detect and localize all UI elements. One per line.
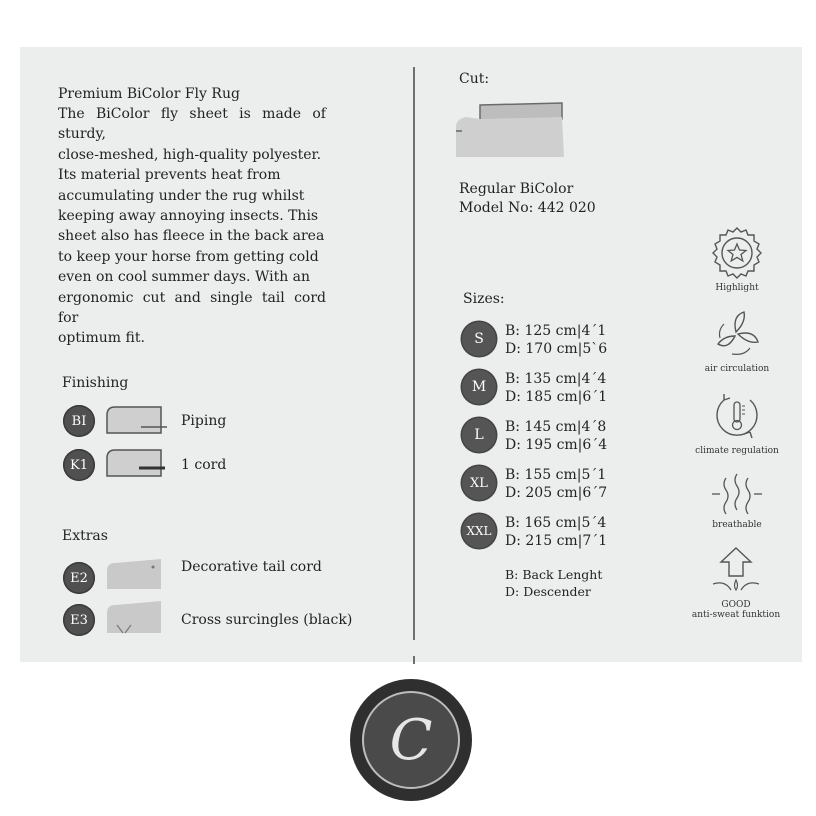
back-length-value: B: 135 cm|4´4: [505, 371, 607, 387]
back-length-value: B: 125 cm|4´1: [505, 323, 607, 339]
description-line: accumulating under the rug whilst: [58, 187, 305, 204]
model-name: Regular BiColor: [459, 181, 574, 197]
arrow-up-icon: [709, 546, 763, 596]
product-title: Premium BiColor Fly Rug: [58, 86, 240, 102]
size-badge: XL: [462, 466, 496, 500]
description-line: keeping away annoying insects. This: [58, 208, 319, 225]
feature-highlight: [692, 225, 782, 293]
column-divider: [413, 67, 415, 640]
size-measurements: [505, 322, 607, 358]
feature-label: air circulation: [704, 364, 770, 374]
feature-climate-regulation: [692, 390, 782, 456]
tail-cord-rug-icon: [103, 557, 165, 591]
feature-air-circulation: [692, 308, 782, 374]
logo-letter: C: [389, 707, 433, 773]
feature-label-secondary: anti-sweat funktion: [691, 610, 781, 620]
back-length-value: B: 145 cm|4´8: [505, 419, 607, 435]
description-line: sheet also has fleece in the back area: [58, 228, 325, 245]
feature-label: Highlight: [715, 283, 759, 293]
finishing-code-badge: K1: [63, 449, 95, 481]
descender-value: D: 170 cm|5`6: [505, 341, 608, 357]
descender-value: D: 215 cm|7´1: [505, 533, 608, 549]
wavy-lines-icon: [710, 472, 764, 516]
description-line: Its material prevents heat from: [58, 167, 281, 184]
star-badge-icon: [710, 225, 764, 279]
finishing-label: 1 cord: [181, 457, 227, 473]
extras-label: Decorative tail cord: [181, 559, 322, 575]
description-line: optimum fit.: [58, 330, 145, 347]
sizes-heading: Sizes:: [463, 291, 505, 307]
size-legend: [505, 566, 602, 600]
finishing-label: Piping: [181, 413, 227, 429]
piping-rug-icon: [103, 403, 169, 437]
description-line: close-meshed, high-quality polyester.: [58, 146, 322, 163]
legend-back-length: B: Back Lenght: [505, 567, 603, 582]
descender-value: D: 185 cm|6´1: [505, 389, 608, 405]
rug-cut-icon: [454, 97, 566, 159]
divider-tick: [413, 656, 415, 664]
product-description: [58, 104, 326, 349]
extras-code-badge: E2: [63, 562, 95, 594]
brand-logo: [354, 683, 468, 797]
size-measurements: [505, 418, 607, 454]
feature-label: breathable: [712, 520, 762, 530]
cut-heading: Cut:: [459, 71, 490, 87]
back-length-value: B: 155 cm|5´1: [505, 467, 607, 483]
extras-code-badge: E3: [63, 604, 95, 636]
description-line: to keep your horse from getting cold: [58, 248, 319, 265]
descender-value: D: 205 cm|6´7: [505, 485, 608, 501]
back-length-value: B: 165 cm|5´4: [505, 515, 607, 531]
size-badge: M: [462, 370, 496, 404]
size-measurements: [505, 466, 607, 502]
thermometer-icon: [710, 390, 764, 442]
legend-descender: D: Descender: [505, 584, 591, 599]
description-line: even on cool summer days. With an: [58, 269, 311, 286]
size-badge: S: [462, 322, 496, 356]
descender-value: D: 195 cm|6´4: [505, 437, 608, 453]
finishing-code-badge: BI: [63, 405, 95, 437]
extras-heading: Extras: [62, 528, 108, 544]
description-line: ergonomic cut and single tail cord for: [58, 289, 326, 327]
model-number: Model No: 442 020: [459, 200, 596, 216]
feature-label: GOOD: [721, 600, 751, 610]
size-badge: XXL: [462, 514, 496, 548]
finishing-heading: Finishing: [62, 375, 129, 391]
fan-icon: [710, 308, 764, 360]
description-line: The BiColor fly sheet is made of sturdy,: [58, 106, 326, 143]
feature-label: climate regulation: [695, 446, 779, 456]
cord-rug-icon: [103, 446, 169, 480]
extras-label: Cross surcingles (black): [181, 612, 353, 628]
size-measurements: [505, 370, 607, 406]
size-measurements: [505, 514, 607, 550]
size-badge: L: [462, 418, 496, 452]
surcingle-rug-icon: [103, 599, 165, 635]
feature-breathable: [692, 472, 782, 530]
feature-anti-sweat: [686, 546, 786, 620]
